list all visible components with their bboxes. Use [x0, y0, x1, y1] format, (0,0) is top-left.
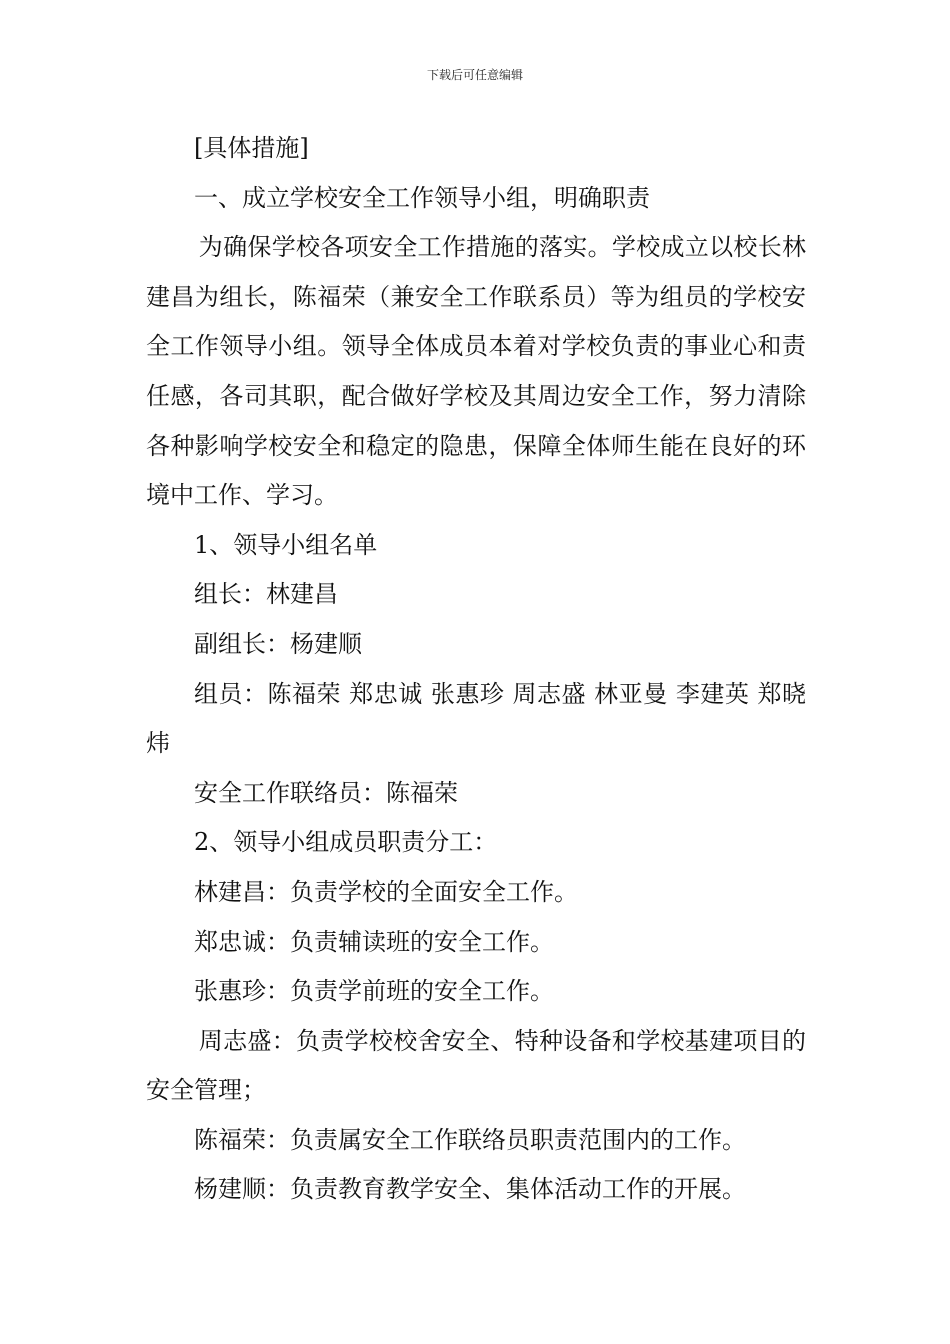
section-heading-measures: [具体措施] [194, 134, 309, 162]
section-heading-leadership-group: 一、成立学校安全工作领导小组，明确职责 [194, 183, 650, 212]
line-group-leader: 组长：林建昌 [194, 580, 338, 609]
duty-line: 杨建顺：负责教育教学安全、集体活动工作的开展。 [194, 1175, 746, 1204]
subheading-duties: 2、领导小组成员职责分工： [194, 828, 498, 857]
line-group-members: 组员：陈福荣 郑忠诚 张惠珍 周志盛 林亚曼 李建英 郑晓炜 [146, 679, 806, 758]
duty-line: 陈福荣：负责属安全工作联络员职责范围内的工作。 [194, 1125, 746, 1154]
duty-line: 张惠珍：负责学前班的安全工作。 [194, 977, 554, 1006]
paragraph-group-purpose: 为确保学校各项安全工作措施的落实。学校成立以校长林建昌为组长，陈福荣（兼安全工作联系员）等为组员的学校安全工作领导小组。领导全体成员本着对学校负责的事业心和责任感，各司其职，配合做好学校及其周边安全工作，努力清除各种影响学校安全和稳定的隐患，保障全体师生能在良好的环境中工作、学习。 [146, 233, 806, 510]
line-safety-liaison: 安全工作联络员：陈福荣 [194, 778, 458, 807]
duty-line: 周志盛：负责学校校舍安全、特种设备和学校基建项目的安全管理； [146, 1026, 806, 1105]
line-deputy-leader: 副组长：杨建顺 [194, 629, 362, 658]
subheading-member-list: 1、领导小组名单 [194, 530, 378, 559]
duty-line: 林建昌：负责学校的全面安全工作。 [194, 877, 578, 906]
document-body [146, 124, 806, 1215]
duty-line: 郑忠诚：负责辅读班的安全工作。 [194, 927, 554, 956]
page-header: 下载后可任意编辑 [426, 68, 523, 82]
